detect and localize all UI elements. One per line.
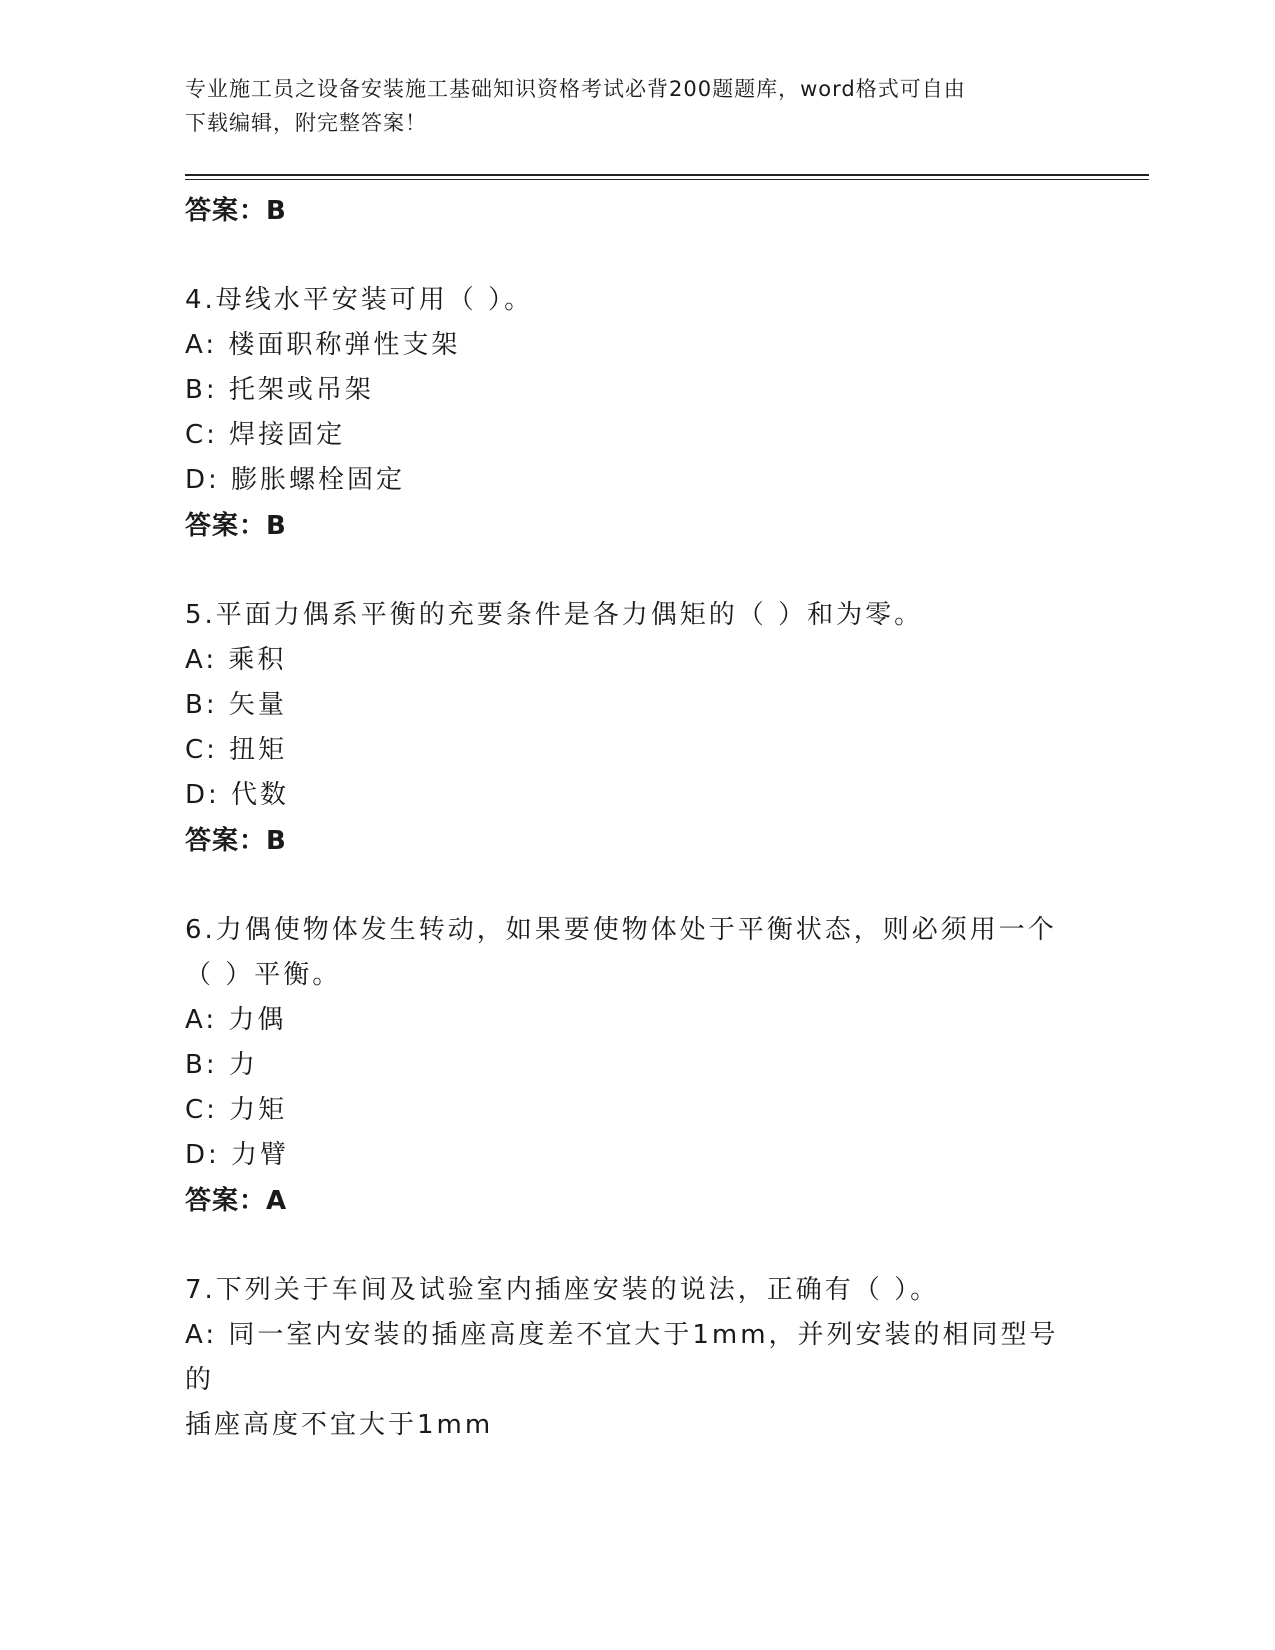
option-a: A: 楼面职称弹性支架 xyxy=(185,330,461,360)
option-d: D: 代数 xyxy=(185,780,290,810)
option-c: C: 力矩 xyxy=(185,1095,288,1125)
question-4 xyxy=(185,278,1085,549)
option-b: B: 托架或吊架 xyxy=(185,375,374,405)
question-text: 7.下列关于车间及试验室内插座安装的说法，正确有（ ）。 xyxy=(185,1275,940,1305)
answer: 答案：B xyxy=(185,826,287,856)
answer: 答案：B xyxy=(185,511,287,541)
question-text-line-1: 6.力偶使物体发生转动，如果要使物体处于平衡状态，则必须用一个 xyxy=(185,915,1057,945)
question-text-line-2: （ ）平衡。 xyxy=(185,960,342,990)
question-5 xyxy=(185,593,1085,864)
option-d: D: 力臂 xyxy=(185,1140,290,1170)
option-d: D: 膨胀螺栓固定 xyxy=(185,465,406,495)
document-header xyxy=(185,72,1065,140)
option-b: B: 力 xyxy=(185,1050,258,1080)
previous-answer: 答案：B xyxy=(185,196,287,226)
option-a: A: 力偶 xyxy=(185,1005,287,1035)
question-6 xyxy=(185,908,1085,1224)
option-a: A: 乘积 xyxy=(185,645,287,675)
option-b: B: 矢量 xyxy=(185,690,287,720)
header-divider-thin xyxy=(185,179,1149,180)
question-7 xyxy=(185,1268,1085,1448)
option-c: C: 扭矩 xyxy=(185,735,288,765)
header-line-1: 专业施工员之设备安装施工基础知识资格考试必背200题题库，word格式可自由 xyxy=(185,77,966,101)
option-a-line-2: 插座高度不宜大于1mm xyxy=(185,1410,494,1440)
option-a-line-1: A: 同一室内安装的插座高度差不宜大于1mm，并列安装的相同型号的 xyxy=(185,1320,1059,1395)
header-line-2: 下载编辑，附完整答案！ xyxy=(185,111,427,135)
option-c: C: 焊接固定 xyxy=(185,420,346,450)
question-list xyxy=(185,188,1085,1448)
question-text: 4.母线水平安装可用（ ）。 xyxy=(185,285,534,315)
question-text: 5.平面力偶系平衡的充要条件是各力偶矩的（ ）和为零。 xyxy=(185,600,924,630)
answer: 答案：A xyxy=(185,1186,288,1216)
header-divider-thick xyxy=(185,174,1149,176)
